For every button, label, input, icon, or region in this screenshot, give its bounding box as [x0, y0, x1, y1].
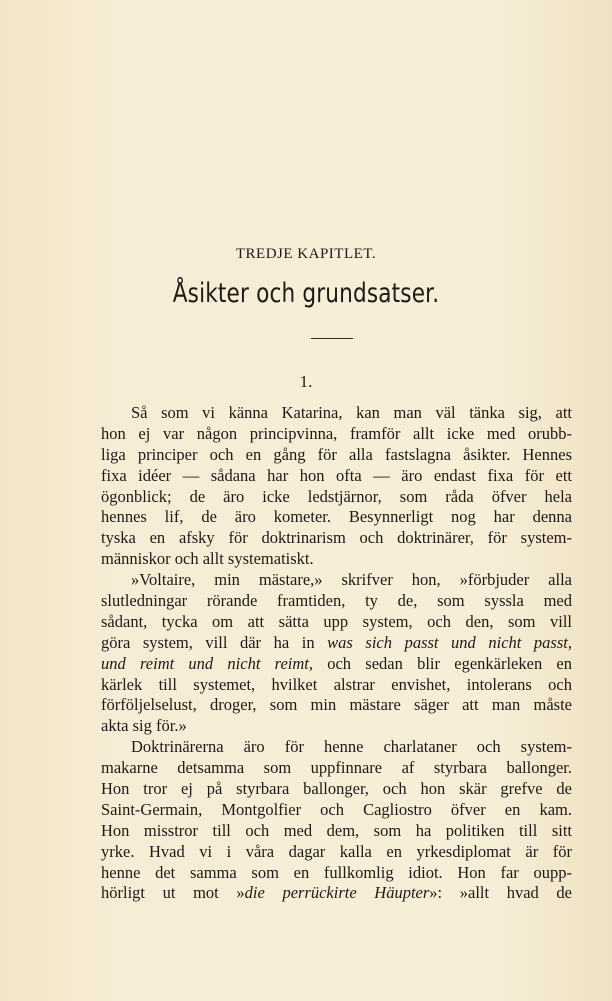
italic-phrase: was sich passt und nicht passt, — [327, 632, 572, 652]
text-line — [101, 654, 572, 675]
text-segment: göra system, vill där ha in — [101, 632, 328, 652]
title-divider — [311, 338, 353, 339]
text-line: liga principer och en gång för alla fastslagna åsikter. Hennes — [101, 444, 572, 464]
text-line: akta sig för.» — [101, 716, 187, 736]
text-line: hennes lif, de äro kometer. Besynnerligt nog har denna — [101, 507, 572, 527]
text-line: »Voltaire, min mästare,» skrifver hon, »förbjuder alla — [131, 570, 572, 590]
italic-phrase: die perrückirte Häupter — [244, 883, 430, 903]
text-line: förföljelselust, droger, som min mästare säger att man måste — [101, 695, 572, 715]
text-line — [101, 883, 572, 904]
text-line: Så som vi känna Katarina, kan man väl tänka sig, att — [131, 403, 572, 422]
text-line: Hon tror ej på styrbara ballonger, och hon skär grefve de — [101, 779, 572, 799]
text-line: sådant, tycka om att sätta upp system, och den, som vill — [101, 611, 572, 631]
text-segment: »: »allt hvad de — [429, 883, 572, 903]
text-line: hon ej var någon principvinna, framför allt icke med orubb- — [101, 423, 572, 443]
body-text — [101, 403, 572, 904]
text-line: ögonblick; de äro icke ledstjärnor, som råda öfver hela — [101, 486, 572, 506]
chapter-label: TREDJE KAPITLET. — [235, 246, 377, 262]
text-segment: och sedan blir egenkärleken en — [313, 653, 572, 673]
text-line: fixa idéer — sådana har hon ofta — äro endast fixa för ett — [101, 465, 572, 485]
text-line: makarne detsamma som uppfinnare af styrbara ballonger. — [101, 758, 572, 778]
italic-phrase: und reimt und nicht reimt, — [101, 653, 313, 673]
text-line — [101, 633, 572, 654]
text-line: Hon misstror till och med dem, som ha politiken till sitt — [101, 820, 572, 840]
text-line: Doktrinärerna äro för henne charlataner och system- — [131, 737, 572, 757]
text-line: tyska en afsky för doktrinarism och doktrinärer, för system- — [101, 528, 572, 548]
section-number: 1. — [299, 372, 313, 391]
text-line: människor och allt systematiskt. — [101, 549, 314, 569]
text-line: yrke. Hvad vi i våra dagar kalla en yrkesdiplomat är för — [101, 841, 572, 861]
chapter-title: Åsikter och grundsatser. — [172, 278, 440, 309]
text-line: kärlek till systemet, hvilket alstrar envishet, intolerans och — [101, 674, 572, 694]
text-segment: hörligt ut mot » — [101, 883, 245, 903]
text-line: Saint-Germain, Montgolfier och Cagliostro öfver en kam. — [101, 799, 572, 819]
text-line: henne det samma som en fullkomlig idiot. Hon far oupp- — [101, 862, 572, 882]
text-line: slutledningar rörande framtiden, ty de, som syssla med — [101, 591, 572, 611]
